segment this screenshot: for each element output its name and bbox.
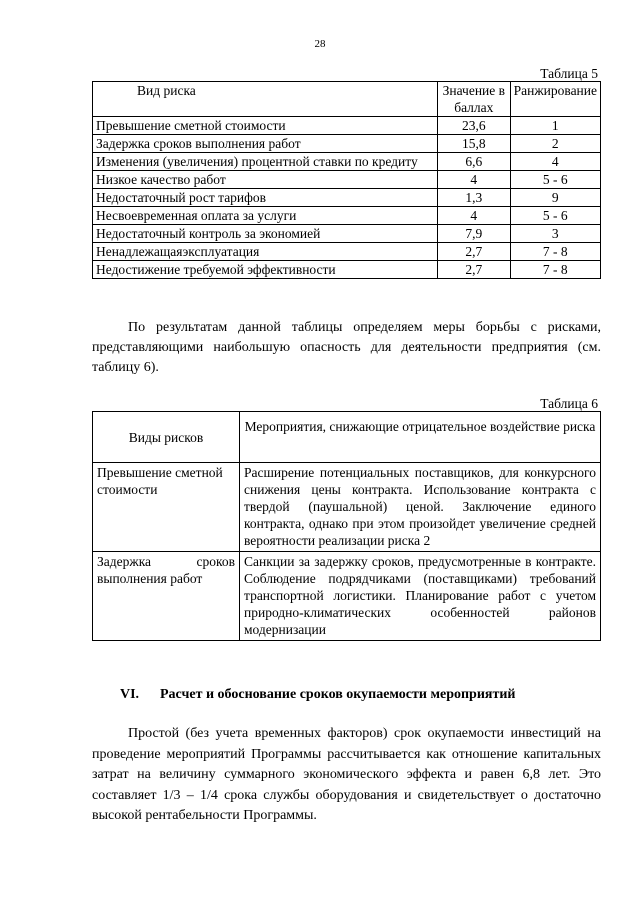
- risk-score-table: [92, 81, 601, 279]
- section-number: VI.: [120, 687, 140, 702]
- header-risk-type: Вид риска: [93, 82, 438, 117]
- table-row: [93, 153, 601, 171]
- table-row: [93, 171, 601, 189]
- risk-cell: Изменения (увеличения) процентной ставки по кредиту: [93, 153, 438, 171]
- measures-cell: Санкции за задержку сроков, предусмотренные в контракте. Соблюдение подрядчиками (поставщиками) требований транспортной логистики. Планирование работ с учетом природно-климатических особенностей районов модернизации: [240, 552, 601, 641]
- risk-cell: Превышение сметной стоимости: [93, 117, 438, 135]
- table-header-row: [93, 82, 601, 117]
- value-cell: 23,6: [438, 117, 511, 135]
- header-measures: Мероприятия, снижающие отрицательное воздействие риска: [240, 412, 601, 463]
- value-cell: 1,3: [438, 189, 511, 207]
- value-cell: 4: [438, 171, 511, 189]
- table-row: [93, 225, 601, 243]
- rank-cell: 2: [510, 135, 600, 153]
- risk-cell: Низкое качество работ: [93, 171, 438, 189]
- rank-cell: 5 - 6: [510, 171, 600, 189]
- value-cell: 4: [438, 207, 511, 225]
- table6-caption: Таблица 6: [540, 396, 598, 411]
- header-value: Значение в баллах: [438, 82, 511, 117]
- risk-cell: Ненадлежащаяэксплуатация: [93, 243, 438, 261]
- payback-paragraph: Простой (без учета временных факторов) срок окупаемости инвестиций на проведение мероприятий Программы рассчитывается как отношение капитальных затрат на величину суммарного экономического эффекта и равен 6,8 лет. Это составляет 1/3 – 1/4 срока службы оборудования и свидетельствует о достаточно высокой рентабельности Программы.: [92, 726, 601, 823]
- risk-cell: Недостижение требуемой эффективности: [93, 261, 438, 279]
- header-risk-types: Виды рисков: [93, 412, 240, 463]
- rank-cell: 3: [510, 225, 600, 243]
- value-cell: 2,7: [438, 261, 511, 279]
- table-header-row: [93, 412, 601, 463]
- value-cell: 15,8: [438, 135, 511, 153]
- rank-cell: 7 - 8: [510, 261, 600, 279]
- page-number: 28: [314, 38, 326, 50]
- section-title: Расчет и обоснование сроков окупаемости мероприятий: [160, 687, 516, 702]
- value-cell: 2,7: [438, 243, 511, 261]
- table-row: [93, 552, 601, 641]
- risk-cell: Несвоевременная оплата за услуги: [93, 207, 438, 225]
- rank-cell: 1: [510, 117, 600, 135]
- section-heading: [120, 687, 515, 703]
- value-cell: 7,9: [438, 225, 511, 243]
- table-row: [93, 117, 601, 135]
- table-row: [93, 189, 601, 207]
- rank-cell: 5 - 6: [510, 207, 600, 225]
- risk-cell: Недостаточный контроль за экономией: [93, 225, 438, 243]
- table-row: [93, 463, 601, 552]
- value-cell: 6,6: [438, 153, 511, 171]
- table-row: [93, 135, 601, 153]
- risk-cell: Задержка сроков выполнения работ: [93, 135, 438, 153]
- table-row: [93, 207, 601, 225]
- table-row: [93, 243, 601, 261]
- table5-caption: Таблица 5: [540, 66, 598, 81]
- intro-paragraph: По результатам данной таблицы определяем меры борьбы с рисками, представляющими наибольшую опасность для деятельности предприятия (см. таблицу 6).: [92, 320, 601, 375]
- rank-cell: 9: [510, 189, 600, 207]
- risk-cell: Превышение сметной стоимости: [93, 463, 240, 552]
- risk-cell: Недостаточный рост тарифов: [93, 189, 438, 207]
- table-row: [93, 261, 601, 279]
- risk-cell: Задержка сроков выполнения работ: [93, 552, 240, 641]
- measures-cell: Расширение потенциальных поставщиков, для конкурсного снижения цены контракта. Использование контракта с твердой (паушальной) ценой. Заключение единого контракта, однако при этом произойдет увеличение средней вероятности реализации риска 2: [240, 463, 601, 552]
- header-rank: Ранжирование: [510, 82, 600, 117]
- rank-cell: 7 - 8: [510, 243, 600, 261]
- risk-measures-table: [92, 411, 601, 641]
- rank-cell: 4: [510, 153, 600, 171]
